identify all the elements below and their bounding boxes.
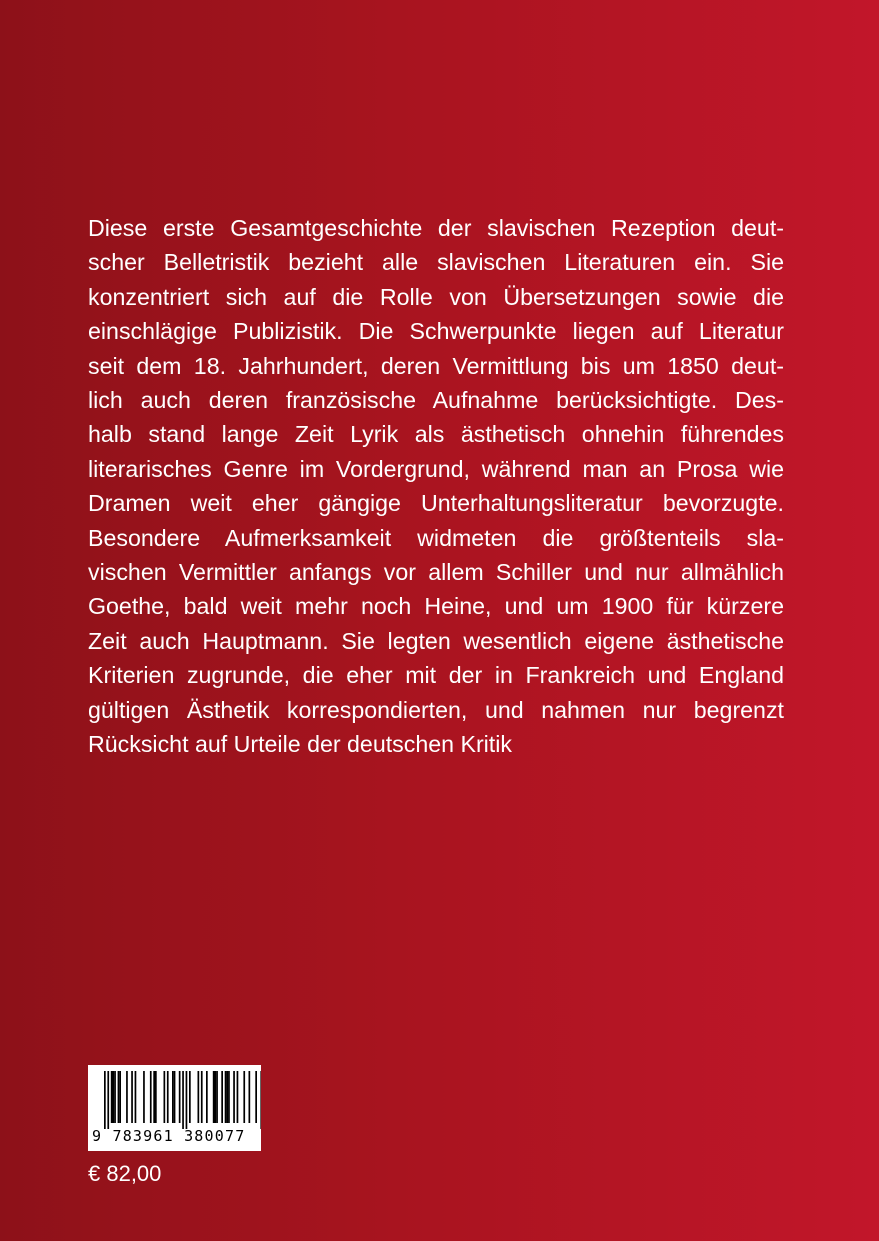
blurb-line: gültigen Ästhetik korrespondierten, und nahmen nur begrenzt: [88, 696, 784, 723]
barcode-bar: [255, 1071, 257, 1123]
barcode-bar: [228, 1071, 230, 1123]
blurb-line: lich auch deren französische Aufnahme berücksichtigte. Des-: [88, 387, 784, 414]
barcode-bar: [237, 1071, 239, 1123]
barcode-bar: [153, 1071, 155, 1123]
barcode-bar: [179, 1071, 181, 1123]
barcode-bar: [104, 1071, 106, 1129]
blurb-line: vischen Vermittler anfangs vor allem Schiller und nur allmählich: [88, 559, 784, 586]
barcode-bar: [111, 1071, 113, 1123]
blurb-line: konzentriert sich auf die Rolle von Übersetzungen sowie die: [88, 283, 784, 310]
barcode-bar: [213, 1071, 215, 1123]
barcode-bar: [198, 1071, 200, 1123]
barcode-bar: [215, 1071, 217, 1123]
price-label: € 82,00: [88, 1161, 162, 1186]
barcode-bar: [226, 1071, 228, 1123]
blurb-line: Goethe, bald weit mehr noch Heine, und um 1900 für kürzere: [88, 593, 784, 620]
barcode-bar: [126, 1071, 128, 1123]
barcode-bar: [143, 1071, 145, 1123]
barcode-bar: [182, 1071, 184, 1129]
blurb-line: scher Belletristik bezieht alle slavischen Literaturen ein. Sie: [88, 249, 784, 276]
barcode-bar: [206, 1071, 208, 1123]
barcode-bars: [88, 1065, 261, 1129]
barcode-bar: [118, 1071, 120, 1123]
barcode-bar: [216, 1071, 218, 1123]
barcode-bar: [172, 1071, 174, 1123]
barcode-bar: [113, 1071, 115, 1123]
barcode-bar: [135, 1071, 137, 1123]
barcode-bar: [150, 1071, 152, 1123]
blurb-line: einschlägige Publizistik. Die Schwerpunkte liegen auf Literatur: [88, 318, 784, 345]
barcode-bar: [186, 1071, 188, 1129]
blurb-line: Zeit auch Hauptmann. Sie legten wesentlich eigene ästhetische: [88, 627, 784, 654]
barcode-bar: [164, 1071, 166, 1123]
barcode-bar: [243, 1071, 245, 1123]
isbn-barcode: [88, 1065, 261, 1151]
blurb-line: Besondere Aufmerksamkeit widmeten die größtenteils sla-: [88, 524, 784, 551]
barcode-bar: [155, 1071, 157, 1123]
back-cover-blurb: [88, 211, 784, 762]
barcode-bar: [107, 1071, 109, 1129]
barcode-bar: [260, 1071, 261, 1129]
isbn-digits: 9 783961 380077: [92, 1127, 246, 1145]
blurb-line: Dramen weit eher gängige Unterhaltungsliteratur bevorzugte.: [88, 490, 784, 517]
barcode-bar: [201, 1071, 203, 1123]
barcode-bar: [167, 1071, 169, 1123]
barcode-bar: [221, 1071, 223, 1123]
blurb-line: halb stand lange Zeit Lyrik als ästhetisch ohnehin führendes: [88, 421, 784, 448]
barcode-bar: [174, 1071, 176, 1123]
barcode-bar: [225, 1071, 227, 1123]
barcode-bar: [114, 1071, 116, 1123]
barcode-bar: [233, 1071, 235, 1123]
blurb-line: Kriterien zugrunde, die eher mit der in Frankreich und England: [88, 662, 784, 689]
barcode-bar: [189, 1071, 191, 1123]
barcode-bar: [249, 1071, 251, 1123]
blurb-line: seit dem 18. Jahrhundert, deren Vermittlung bis um 1850 deut-: [88, 352, 784, 379]
blurb-line: Diese erste Gesamtgeschichte der slavischen Rezeption deut-: [88, 215, 784, 241]
barcode-bar: [131, 1071, 133, 1123]
barcode-bar: [119, 1071, 121, 1123]
blurb-line: literarisches Genre im Vordergrund, während man an Prosa wie: [88, 455, 784, 482]
blurb-line-last: Rücksicht auf Urteile der deutschen Kritik: [88, 731, 512, 758]
